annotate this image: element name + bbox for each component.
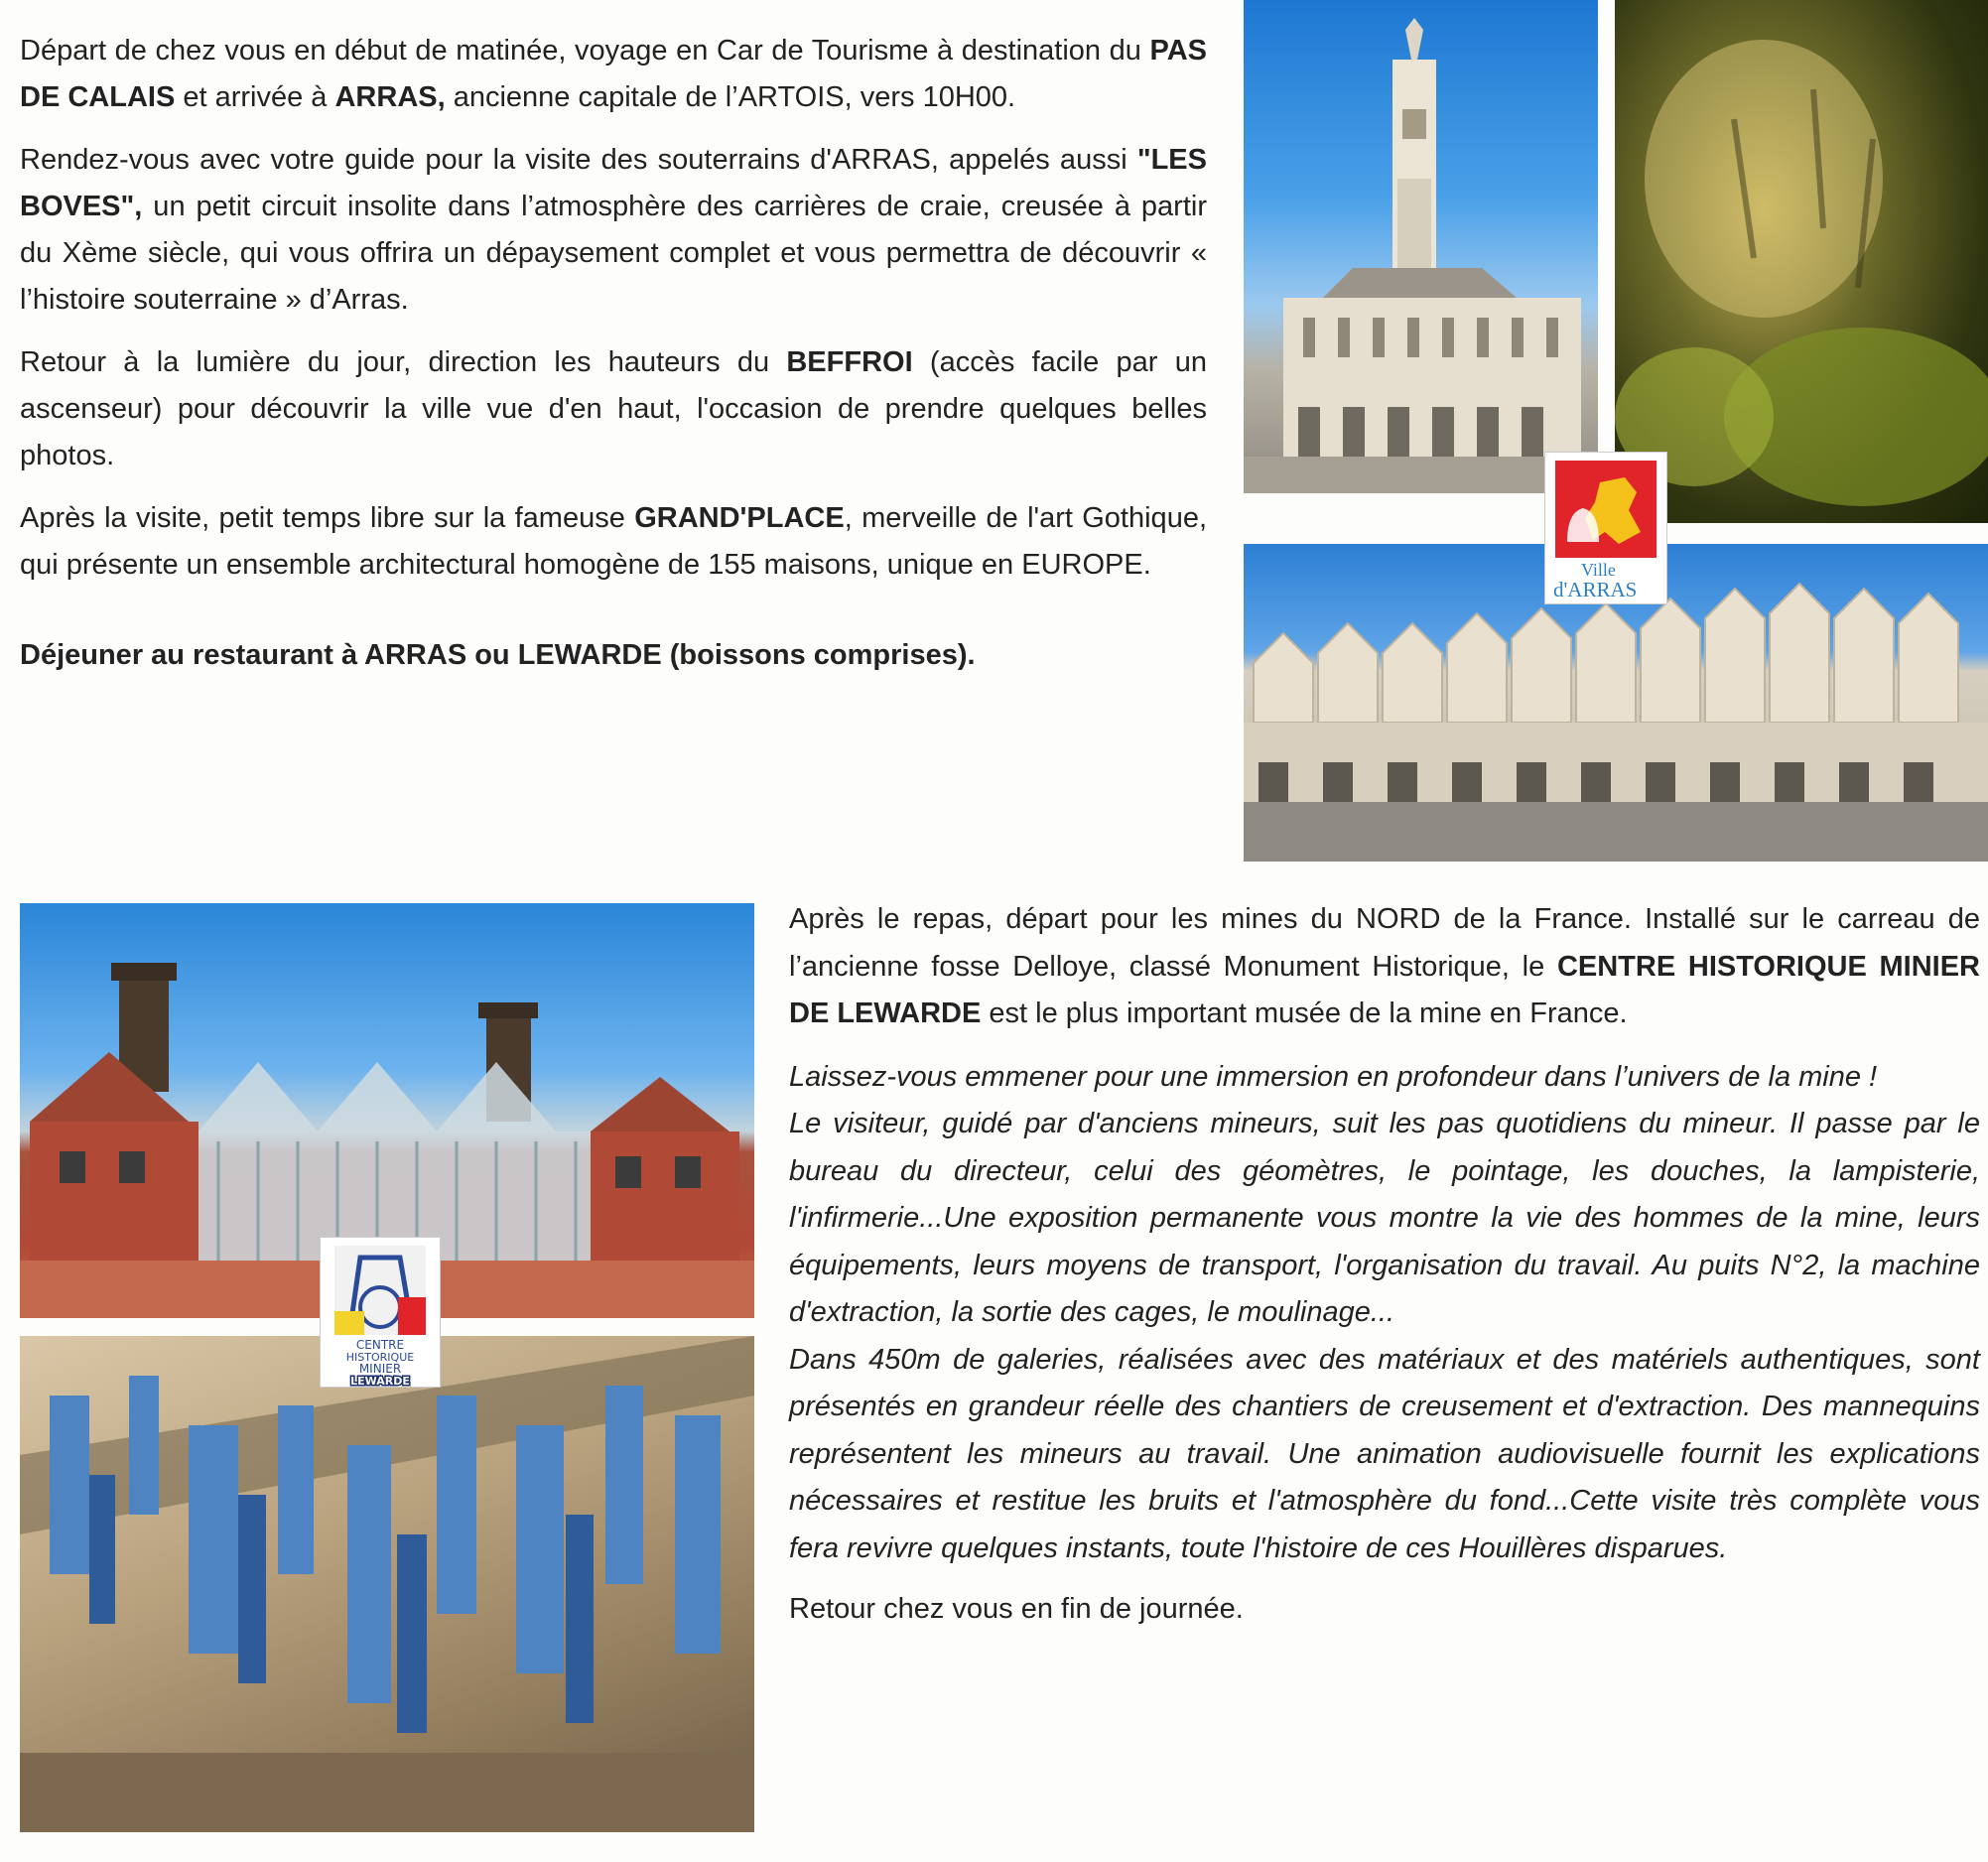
highlight-beffroi: BEFFROI xyxy=(786,346,913,378)
return-line: Retour chez vous en fin de journée. xyxy=(789,1593,1244,1625)
intro-paragraph-beffroi xyxy=(20,339,1207,479)
intro-paragraph-grandplace xyxy=(20,495,1207,589)
highlight-grandplace: GRAND'PLACE xyxy=(634,502,845,534)
intro-paragraph-departure xyxy=(20,28,1207,121)
highlight-centre-historique: CENTRE HISTORIQUE MINIER DE LEWARDE xyxy=(789,950,1981,1029)
afternoon-italic-galleries: Dans 450m de galeries, réalisées avec des matériaux et des matériels authentiques, sont présentés en grandeur réelle des chantiers de creusement et d'extraction. Des mannequins représentent les mineurs au travail. Une animation audiovisuelle fournit les explications nécessaires et restitue les bruits et l'atmosphère du fond...Cette visite très complète vous fera revivre quelques instants, toute l'histoire de ces Houillères disparues. xyxy=(789,1343,1980,1564)
text-span: Départ de chez vous en début de matinée, voyage en Car de Tourisme à destination du xyxy=(20,35,1150,66)
afternoon-italic-immersion: Laissez-vous emmener pour une immersion en profondeur dans l’univers de la mine ! xyxy=(789,1060,1878,1093)
lampisterie-hanging-clothes-photo xyxy=(20,1336,754,1832)
text-span: , merveille de l'art Gothique, qui présente un ensemble architectural homogène de 155 maisons, unique en EUROPE. xyxy=(20,502,1208,581)
highlight-les-boves: "LES BOVES", xyxy=(20,144,1207,222)
ville-arras-logo xyxy=(1544,452,1667,604)
logo-mine-line2: HISTORIQUE xyxy=(345,1351,415,1364)
text-span: est le plus important musée de la mine en France. xyxy=(981,998,1628,1029)
text-span: (accès facile par un ascenseur) pour découvrir la ville vue d'en haut, l'occasion de prendre quelques belles photos. xyxy=(20,346,1207,471)
text-span: Retour à la lumière du jour, direction les hauteurs du xyxy=(20,346,787,378)
text-span: et arrivée à xyxy=(175,81,335,113)
logo-mine-line4: LEWARDE xyxy=(350,1375,410,1387)
text-span: Après la visite, petit temps libre sur la fameuse xyxy=(20,502,635,534)
boves-cave-photo xyxy=(1615,0,1988,523)
intro-text-column xyxy=(20,28,1207,695)
logo-arras-line2: d'ARRAS xyxy=(1553,578,1638,601)
centre-historique-minier-logo xyxy=(320,1237,441,1388)
highlight-pas-de-calais: PAS DE CALAIS xyxy=(20,35,1207,113)
text-span: Après le repas, départ pour les mines du NORD de la France. Installé sur le carreau de l’ancienne fosse Delloye, classé Monument Historique, le xyxy=(789,903,1980,983)
text-span: un petit circuit insolite dans l’atmosphère des carrières de craie, creusée à partir du Xème siècle, qui vous offrira un dépaysement complet et vous permettra de découvrir « l’histoire souterraine » d’Arras. xyxy=(20,191,1207,316)
afternoon-italic-visitor: Le visiteur, guidé par d'anciens mineurs, suit les pas quotidiens du mineur. Il passe par le bureau du directeur, celui des géomètres, le pointage, les douches, la lampisterie, l'infirmerie...Une exposition permanente vous montre la vie des hommes de la mine, leurs équipements, leurs moyens de transport, l'organisation du travail. Au puits N°2, la machine d'extraction, la sortie des cages, le moulinage... xyxy=(789,1108,1980,1328)
belfry-photo xyxy=(1244,0,1598,493)
logo-arras-line1: Ville xyxy=(1581,560,1616,580)
afternoon-paragraph-lewarde xyxy=(789,896,1980,1038)
logo-mine-line3: MINIER xyxy=(358,1362,402,1376)
logo-mine-line1: CENTRE xyxy=(355,1338,405,1352)
highlight-arras: ARRAS, xyxy=(334,81,446,113)
text-span: ancienne capitale de l’ARTOIS, vers 10H00. xyxy=(445,81,1016,113)
afternoon-text-column xyxy=(789,896,1980,1650)
text-span: Rendez-vous avec votre guide pour la visite des souterrains d'ARRAS, appelés aussi xyxy=(20,144,1137,176)
intro-paragraph-boves xyxy=(20,137,1207,324)
lunch-line: Déjeuner au restaurant à ARRAS ou LEWARDE (boissons comprises). xyxy=(20,639,976,671)
